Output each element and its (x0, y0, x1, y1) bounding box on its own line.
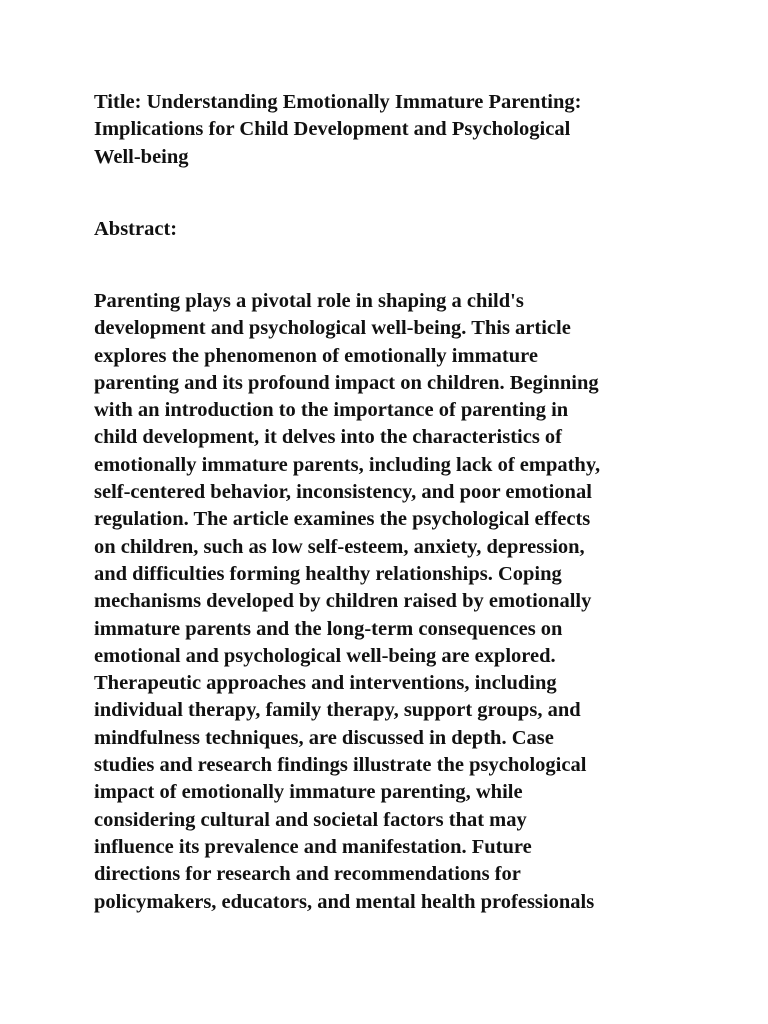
abstract-heading: Abstract: (94, 218, 178, 240)
abstract-body: Parenting plays a pivotal role in shaping a child's development and psychological well-being. This article explores the phenomenon of emotionally immature parenting and its profound impact on children. Beginning with an introduction to the importance of parenting in child development, it delves into the characteristics of emotionally immature parents, including lack of empathy, self-centered behavior, inconsistency, and poor emotional regulation. The article examines the psychological effects on children, such as low self-esteem, anxiety, depression, and difficulties forming healthy relationships. Coping mechanisms developed by children raised by emotionally immature parents and the long-term consequences on emotional and psychological well-being are explored. Therapeutic approaches and interventions, including individual therapy, family therapy, support groups, and mindfulness techniques, are discussed in depth. Case studies and research findings illustrate the psychological impact of emotionally immature parenting, while considering cultural and societal factors that may influence its prevalence and manifestation. Future directions for research and recommendations for policymakers, educators, and mental health professionals (94, 290, 601, 913)
document-title: Title: Understanding Emotionally Immature Parenting: Implications for Child Development and Psychological Well-being (94, 91, 582, 168)
